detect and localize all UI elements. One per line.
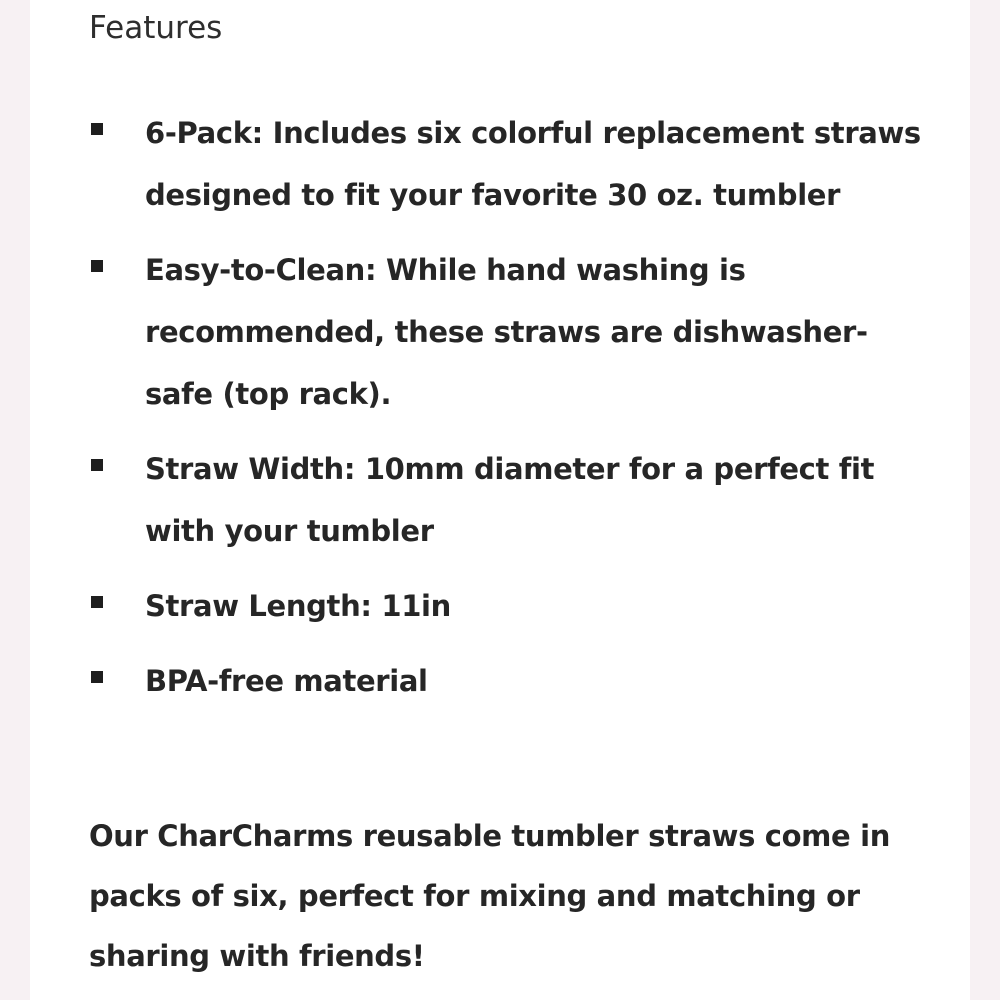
feature-item-6-pack xyxy=(30,102,970,226)
features-list xyxy=(30,102,970,725)
feature-item-straw-length xyxy=(30,575,970,637)
feature-text: Straw Width: 10mm diameter for a perfect fit with your tumbler xyxy=(145,452,875,548)
feature-text: 6-Pack: Includes six colorful replacement straws designed to fit your favorite 30 oz. tumbler xyxy=(145,116,921,212)
product-description-card xyxy=(30,0,970,1000)
feature-text: Easy-to-Clean: While hand washing is recommended, these straws are dishwasher-safe (top rack). xyxy=(145,253,868,411)
feature-item-straw-width xyxy=(30,438,970,562)
feature-item-easy-to-clean xyxy=(30,239,970,425)
square-bullet-icon xyxy=(91,123,103,135)
square-bullet-icon xyxy=(91,596,103,608)
feature-text: Straw Length: 11in xyxy=(145,589,451,623)
features-heading: Features xyxy=(89,10,223,46)
feature-text: BPA-free material xyxy=(145,664,428,698)
square-bullet-icon xyxy=(91,671,103,683)
feature-item-bpa-free xyxy=(30,650,970,712)
square-bullet-icon xyxy=(91,260,103,272)
product-summary-paragraph: Our CharCharms reusable tumbler straws come in packs of six, perfect for mixing and matching or sharing with friends! xyxy=(89,819,890,973)
square-bullet-icon xyxy=(91,459,103,471)
